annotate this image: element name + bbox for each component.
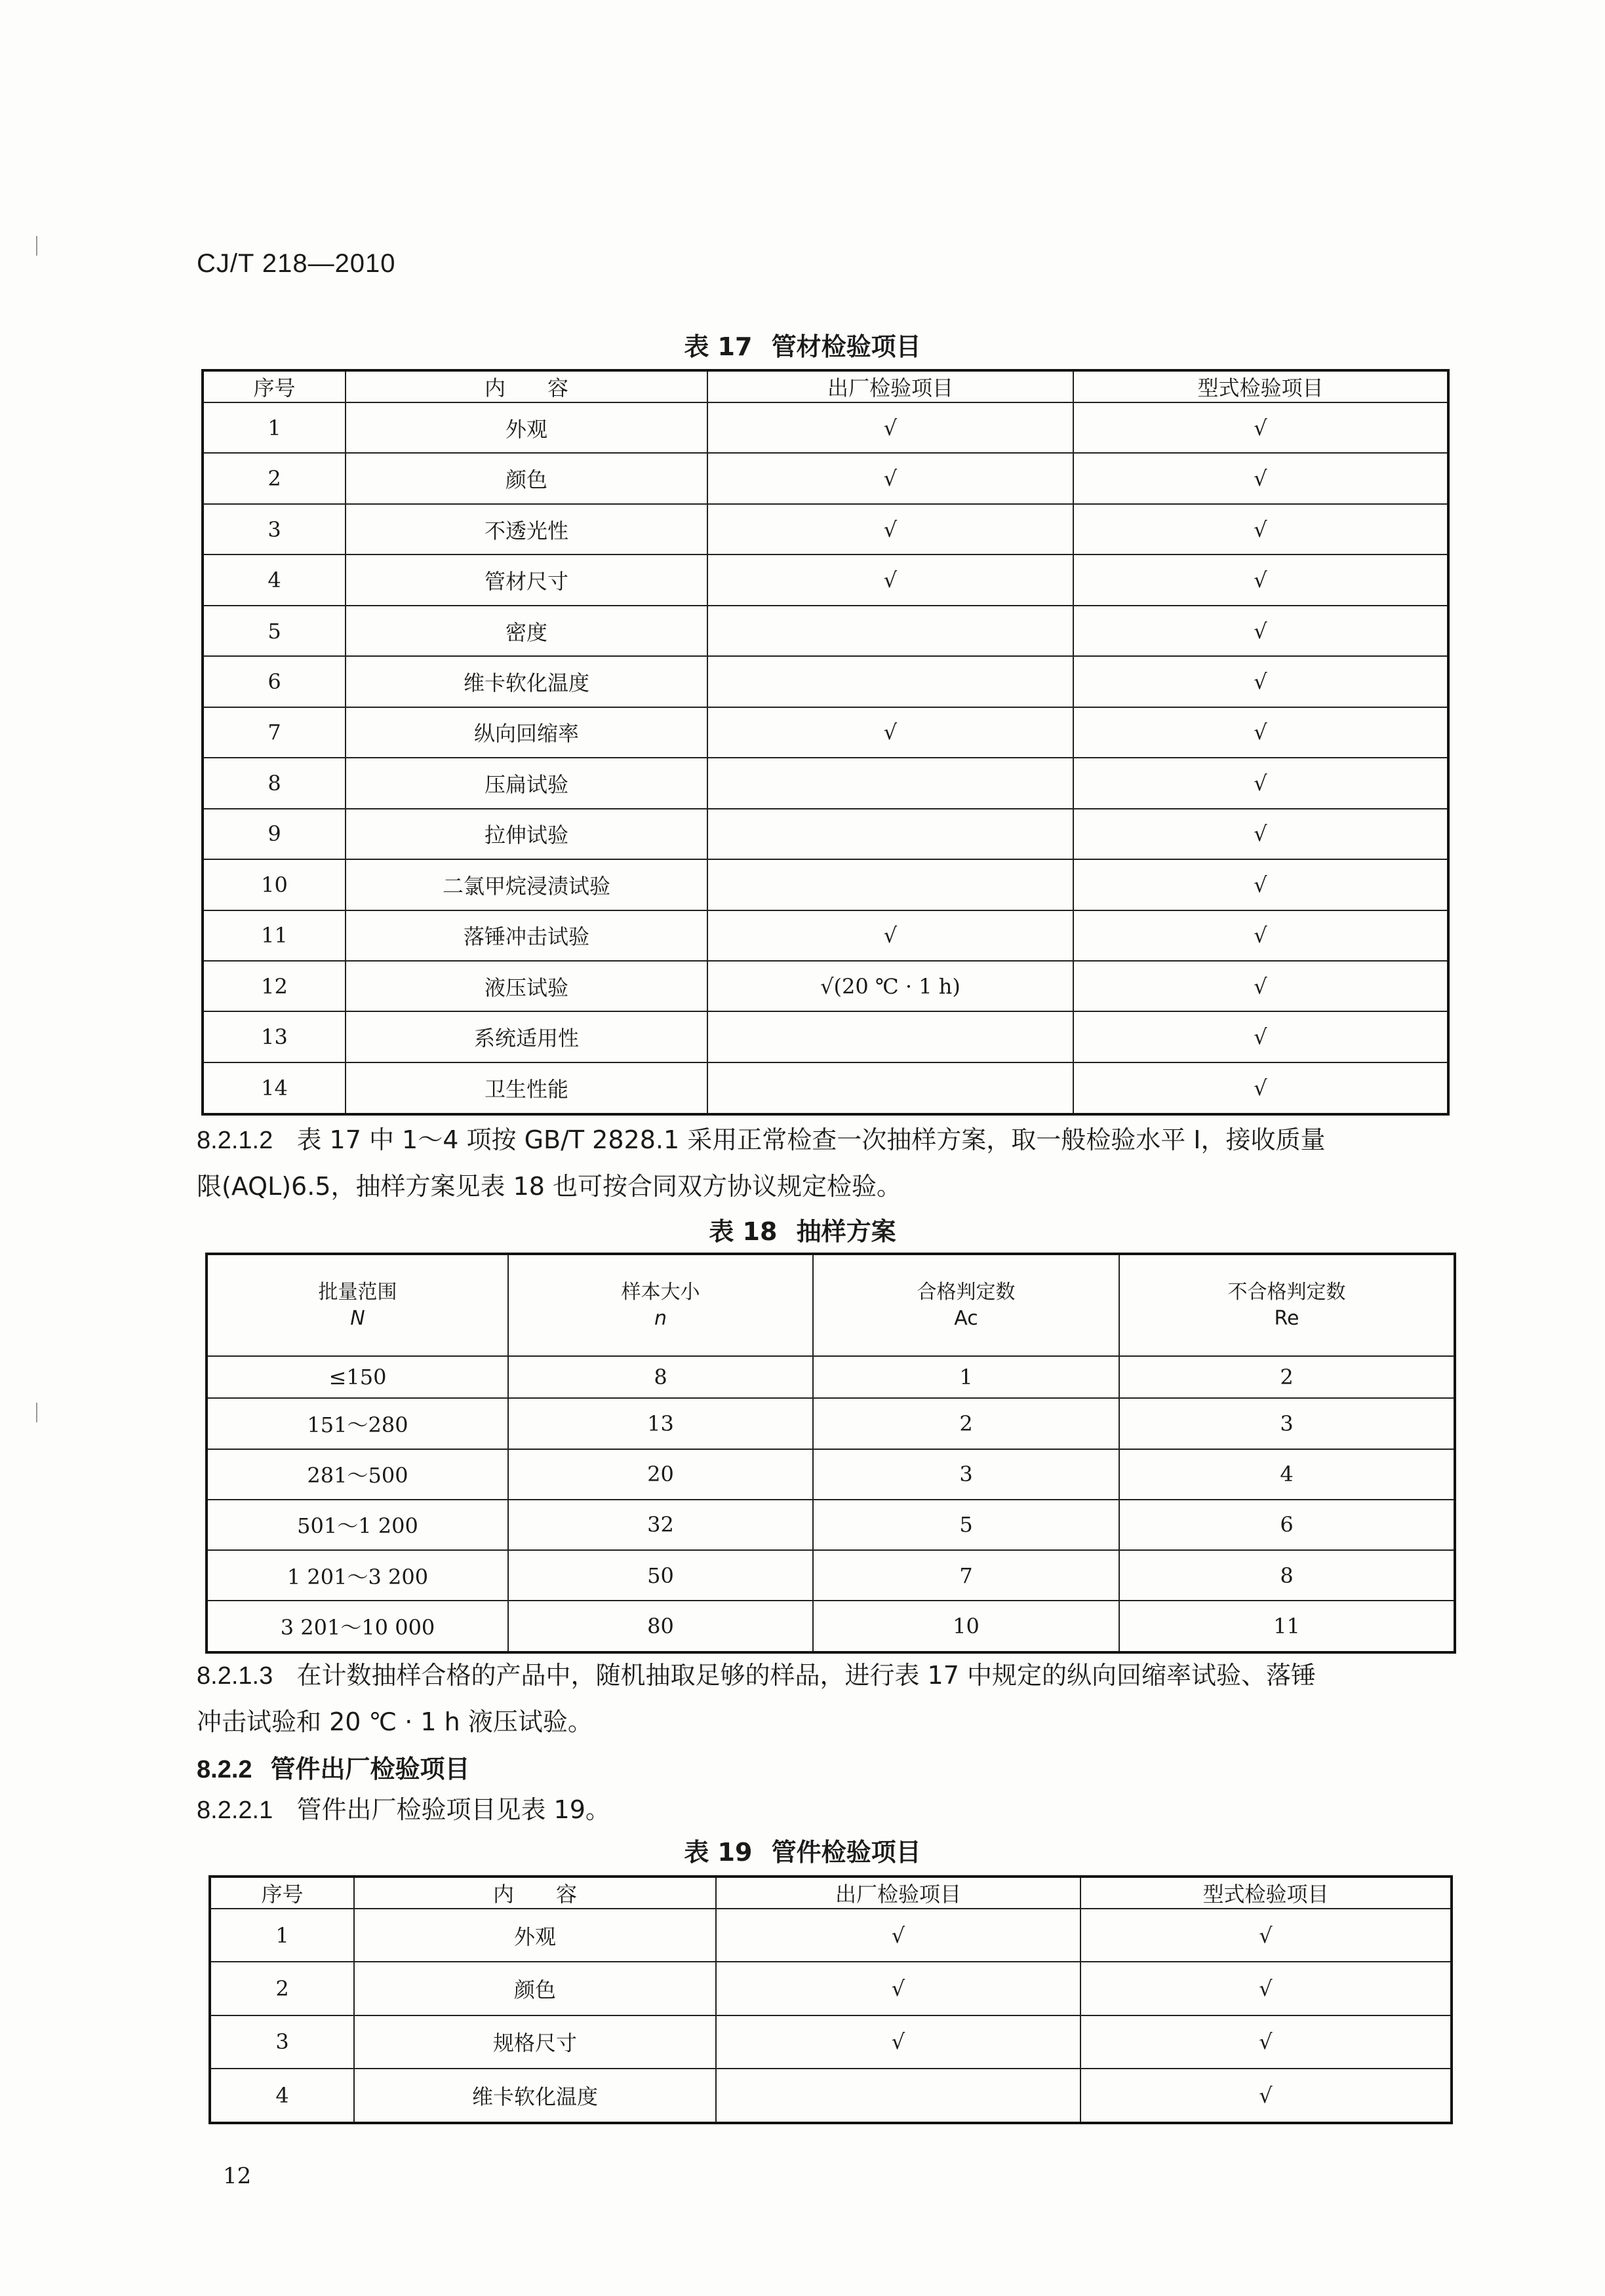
item-name-cell: 颜色 [346,453,707,503]
table-row [207,1500,1455,1550]
reject-number-cell: 11 [1119,1601,1455,1652]
table-row [203,606,1448,656]
check-cell: √ [716,1962,1080,2015]
table19-header-cell: 内 容 [354,1877,716,1909]
header-symbol: Re [1274,1306,1299,1330]
sample-size-cell: 80 [508,1601,813,1652]
check-cell [707,1062,1073,1114]
row-number-cell: 9 [203,809,346,859]
row-number-cell: 14 [203,1062,346,1114]
item-name-cell: 维卡软化温度 [354,2069,716,2123]
item-name-cell: 规格尺寸 [354,2015,716,2069]
check-cell: √ [1073,859,1448,910]
check-cell: √ [707,910,1073,961]
table-row [210,1962,1452,2015]
lot-range-cell: 281～500 [207,1449,508,1500]
reject-number-cell: 2 [1119,1356,1455,1398]
accept-number-cell: 2 [813,1398,1119,1449]
check-cell [707,1011,1073,1062]
row-number-cell: 13 [203,1011,346,1062]
check-cell [707,606,1073,656]
clause-text-line1: 表 17 中 1～4 项按 GB/T 2828.1 采用正常检查一次抽样方案，取一般检验水平 Ⅰ，接收质量 [296,1125,1326,1154]
lot-range-cell: 1 201～3 200 [207,1550,508,1601]
table17-header-cell: 型式检验项目 [1073,370,1448,402]
section-heading-8-2-2 [197,1749,470,1785]
row-number-cell: 6 [203,656,346,707]
table-row [203,453,1448,503]
item-name-cell: 卫生性能 [346,1062,707,1114]
table18-caption-no: 表 18 [709,1217,778,1246]
check-cell [707,758,1073,808]
table-row [203,1062,1448,1114]
section-number: 8.2.2 [197,1756,252,1783]
check-cell: √ [1073,758,1448,808]
header-label: 样本大小 [621,1280,700,1304]
table18-header-cell [207,1254,508,1356]
row-number-cell: 4 [210,2069,354,2123]
row-number-cell: 4 [203,555,346,605]
table17-header-cell: 序号 [203,370,346,402]
row-number-cell: 12 [203,961,346,1011]
lot-range-cell: ≤150 [207,1356,508,1398]
row-number-cell: 1 [203,402,346,453]
table-row [207,1449,1455,1500]
check-cell: √ [1073,1011,1448,1062]
row-number-cell: 1 [210,1909,354,1962]
check-cell: √ [1080,1962,1452,2015]
clause-8-2-1-3 [197,1652,1442,1745]
row-number-cell: 5 [203,606,346,656]
item-name-cell: 外观 [354,1909,716,1962]
sample-size-cell: 32 [508,1500,813,1550]
item-name-cell: 落锤冲击试验 [346,910,707,961]
binding-mark [36,236,37,256]
check-cell: √ [1073,809,1448,859]
clause-8-2-2-1 [197,1787,1442,1833]
table17-caption-title: 管材检验项目 [771,332,921,361]
check-cell: √ [1073,453,1448,503]
reject-number-cell: 3 [1119,1398,1455,1449]
row-number-cell: 10 [203,859,346,910]
section-title: 管件出厂检验项目 [270,1755,470,1783]
table18-header-cell [508,1254,813,1356]
check-cell: √ [716,2015,1080,2069]
item-name-cell: 拉伸试验 [346,809,707,859]
row-number-cell: 7 [203,707,346,758]
table-row [203,809,1448,859]
sample-size-cell: 20 [508,1449,813,1500]
item-name-cell: 二氯甲烷浸渍试验 [346,859,707,910]
header-symbol: N [350,1306,365,1330]
check-cell: √ [1073,961,1448,1011]
check-cell: √ [1073,402,1448,453]
sample-size-cell: 13 [508,1398,813,1449]
item-name-cell: 外观 [346,402,707,453]
table-row [203,402,1448,453]
check-cell: √ [1073,606,1448,656]
item-name-cell: 压扁试验 [346,758,707,808]
clause-text-line1: 在计数抽样合格的产品中，随机抽取足够的样品，进行表 17 中规定的纵向回缩率试验、落锤 [296,1661,1316,1690]
check-cell: √(20 ℃ · 1 h) [707,961,1073,1011]
item-name-cell: 纵向回缩率 [346,707,707,758]
sample-size-cell: 50 [508,1550,813,1601]
check-cell: √ [1073,707,1448,758]
clause-text-line2: 限(AQL)6.5，抽样方案见表 18 也可按合同双方协议规定检验。 [197,1172,902,1201]
table17 [201,369,1450,1116]
table-row [210,2069,1452,2123]
table17-header-row [203,370,1448,402]
table18-caption-title: 抽样方案 [796,1217,896,1246]
clause-8-2-1-2 [197,1117,1442,1209]
table-row [203,656,1448,707]
row-number-cell: 2 [210,1962,354,2015]
check-cell [707,809,1073,859]
table17-caption-no: 表 17 [684,332,753,361]
clause-text: 管件出厂检验项目见表 19。 [296,1795,610,1824]
table-row [210,1909,1452,1962]
table17-header-cell: 出厂检验项目 [707,370,1073,402]
item-name-cell: 维卡软化温度 [346,656,707,707]
check-cell: √ [1073,1062,1448,1114]
binding-mark [36,1403,37,1422]
check-cell: √ [707,453,1073,503]
table18-header-cell [1119,1254,1455,1356]
accept-number-cell: 10 [813,1601,1119,1652]
table18 [205,1253,1456,1654]
table-row [203,504,1448,555]
item-name-cell: 系统适用性 [346,1011,707,1062]
sample-size-cell: 8 [508,1356,813,1398]
check-cell: √ [1080,1909,1452,1962]
header-label: 批量范围 [318,1280,397,1304]
clause-number: 8.2.1.2 [197,1127,273,1154]
check-cell [716,2069,1080,2123]
header-label: 合格判定数 [917,1280,1016,1304]
table-row [203,859,1448,910]
check-cell: √ [707,555,1073,605]
table17-caption [0,326,1605,362]
lot-range-cell: 3 201～10 000 [207,1601,508,1652]
item-name-cell: 管材尺寸 [346,555,707,605]
clause-number: 8.2.1.3 [197,1662,273,1690]
clause-text-line2: 冲击试验和 20 ℃ · 1 h 液压试验。 [197,1707,593,1736]
table19-caption-no: 表 19 [684,1838,753,1867]
reject-number-cell: 6 [1119,1500,1455,1550]
clause-number: 8.2.2.1 [197,1797,273,1824]
table-row [203,961,1448,1011]
row-number-cell: 3 [203,504,346,555]
page-number: 12 [223,2163,252,2189]
table-row [210,2015,1452,2069]
table-row [207,1601,1455,1652]
table19-caption [0,1832,1605,1868]
accept-number-cell: 1 [813,1356,1119,1398]
reject-number-cell: 4 [1119,1449,1455,1500]
table19-header-cell: 序号 [210,1877,354,1909]
row-number-cell: 3 [210,2015,354,2069]
check-cell: √ [707,707,1073,758]
accept-number-cell: 5 [813,1500,1119,1550]
check-cell: √ [707,504,1073,555]
row-number-cell: 8 [203,758,346,808]
table17-header-cell: 内 容 [346,370,707,402]
item-name-cell: 液压试验 [346,961,707,1011]
table-row [203,555,1448,605]
table19-header-row [210,1877,1452,1909]
table-row [203,910,1448,961]
row-number-cell: 11 [203,910,346,961]
check-cell [707,656,1073,707]
standard-code: CJ/T 218—2010 [197,249,396,278]
table18-header-row [207,1254,1455,1356]
check-cell: √ [1073,504,1448,555]
lot-range-cell: 501～1 200 [207,1500,508,1550]
table-row [203,758,1448,808]
reject-number-cell: 8 [1119,1550,1455,1601]
table19-caption-title: 管件检验项目 [771,1838,921,1867]
item-name-cell: 颜色 [354,1962,716,2015]
table-row [207,1356,1455,1398]
table19-header-cell: 出厂检验项目 [716,1877,1080,1909]
table18-header-cell [813,1254,1119,1356]
accept-number-cell: 7 [813,1550,1119,1601]
lot-range-cell: 151～280 [207,1398,508,1449]
table-row [207,1398,1455,1449]
table18-caption [0,1211,1605,1247]
check-cell: √ [1073,555,1448,605]
check-cell: √ [1073,656,1448,707]
accept-number-cell: 3 [813,1449,1119,1500]
table-row [203,1011,1448,1062]
check-cell [707,859,1073,910]
table19-header-cell: 型式检验项目 [1080,1877,1452,1909]
header-symbol: Ac [954,1306,978,1330]
table-row [207,1550,1455,1601]
item-name-cell: 不透光性 [346,504,707,555]
header-symbol: n [654,1306,667,1330]
table19 [208,1875,1453,2124]
check-cell: √ [1073,910,1448,961]
check-cell: √ [1080,2015,1452,2069]
header-label: 不合格判定数 [1227,1280,1346,1304]
check-cell: √ [716,1909,1080,1962]
item-name-cell: 密度 [346,606,707,656]
table-row [203,707,1448,758]
check-cell: √ [1080,2069,1452,2123]
row-number-cell: 2 [203,453,346,503]
check-cell: √ [707,402,1073,453]
